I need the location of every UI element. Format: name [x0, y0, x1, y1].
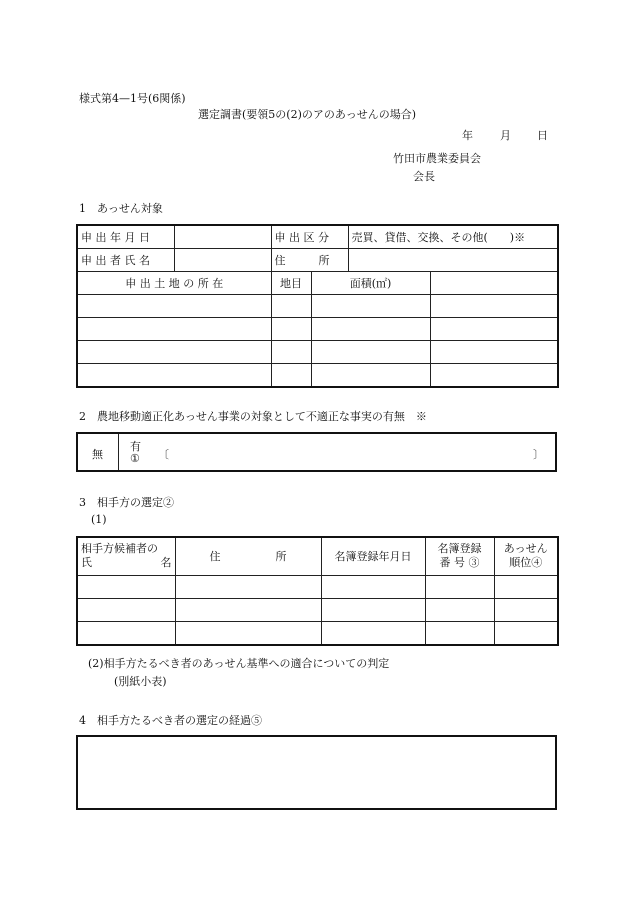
area-label: 面積(㎡) — [311, 272, 430, 295]
applicant-name-value[interactable] — [174, 249, 271, 272]
table-row — [77, 364, 558, 388]
section3-sub1: (1) — [91, 513, 107, 526]
address-label: 住 所 — [271, 249, 348, 272]
col-rank-header: あっせん 順位④ — [494, 537, 558, 575]
col-register-date-header: 名簿登録年月日 — [321, 537, 425, 575]
bracket-open: 〔 — [158, 448, 169, 461]
table-row — [77, 621, 558, 645]
category-label: 申 出 区 分 — [271, 225, 348, 249]
date-year: 年 — [462, 129, 473, 142]
applicant-name-label: 申 出 者 氏 名 — [77, 249, 174, 272]
document-title: 選定調書(要領5の(2)のアのあっせんの場合) — [198, 108, 417, 121]
application-date-value[interactable] — [174, 225, 271, 249]
yes-number: ① — [130, 452, 140, 465]
section3-heading: 3 相手方の選定② — [79, 496, 174, 509]
divider — [118, 434, 119, 470]
application-date-label: 申 出 年 月 日 — [77, 225, 174, 249]
address-value[interactable] — [348, 249, 558, 272]
category-value[interactable]: 売買、貸借、交換、その他( )※ — [348, 225, 558, 249]
table-row — [77, 341, 558, 364]
recipient-role: 会長 — [413, 170, 435, 183]
date-day: 日 — [537, 129, 548, 142]
candidate-table — [76, 536, 559, 646]
section3-sub2: (2)相手方たるべき者のあっせん基準への適合についての判定 — [88, 657, 390, 670]
land-location-label: 申 出 土 地 の 所 在 — [77, 272, 271, 295]
date-month: 月 — [500, 129, 511, 142]
col-address-header: 住 所 — [175, 537, 321, 575]
section1-heading: 1 あっせん対象 — [79, 202, 163, 215]
section4-heading: 4 相手方たるべき者の選定の経過⑤ — [79, 714, 262, 727]
extra-column-header — [430, 272, 558, 295]
form-number: 様式第4—1号(6関係) — [79, 92, 186, 105]
table-row — [77, 295, 558, 318]
section2-heading: 2 農地移動適正化あっせん事業の対象として不適正な事実の有無 ※ — [79, 410, 427, 423]
selection-process-box[interactable] — [76, 735, 557, 810]
improper-facts-box — [76, 432, 557, 472]
table-row — [77, 575, 558, 598]
table-row — [77, 318, 558, 341]
bracket-close: 〕 — [533, 448, 544, 461]
section3-sub2-note: (別紙小表) — [114, 675, 167, 688]
col-candidate-header: 相手方候補者の 氏 名 — [77, 537, 175, 575]
col-register-no-header: 名簿登録 番 号 ③ — [425, 537, 494, 575]
table-row — [77, 598, 558, 621]
yes-option[interactable]: 有 — [130, 440, 141, 453]
recipient-org: 竹田市農業委員会 — [393, 152, 481, 165]
mediation-target-table — [76, 224, 559, 388]
none-option[interactable]: 無 — [92, 448, 103, 461]
land-type-label: 地目 — [271, 272, 311, 295]
